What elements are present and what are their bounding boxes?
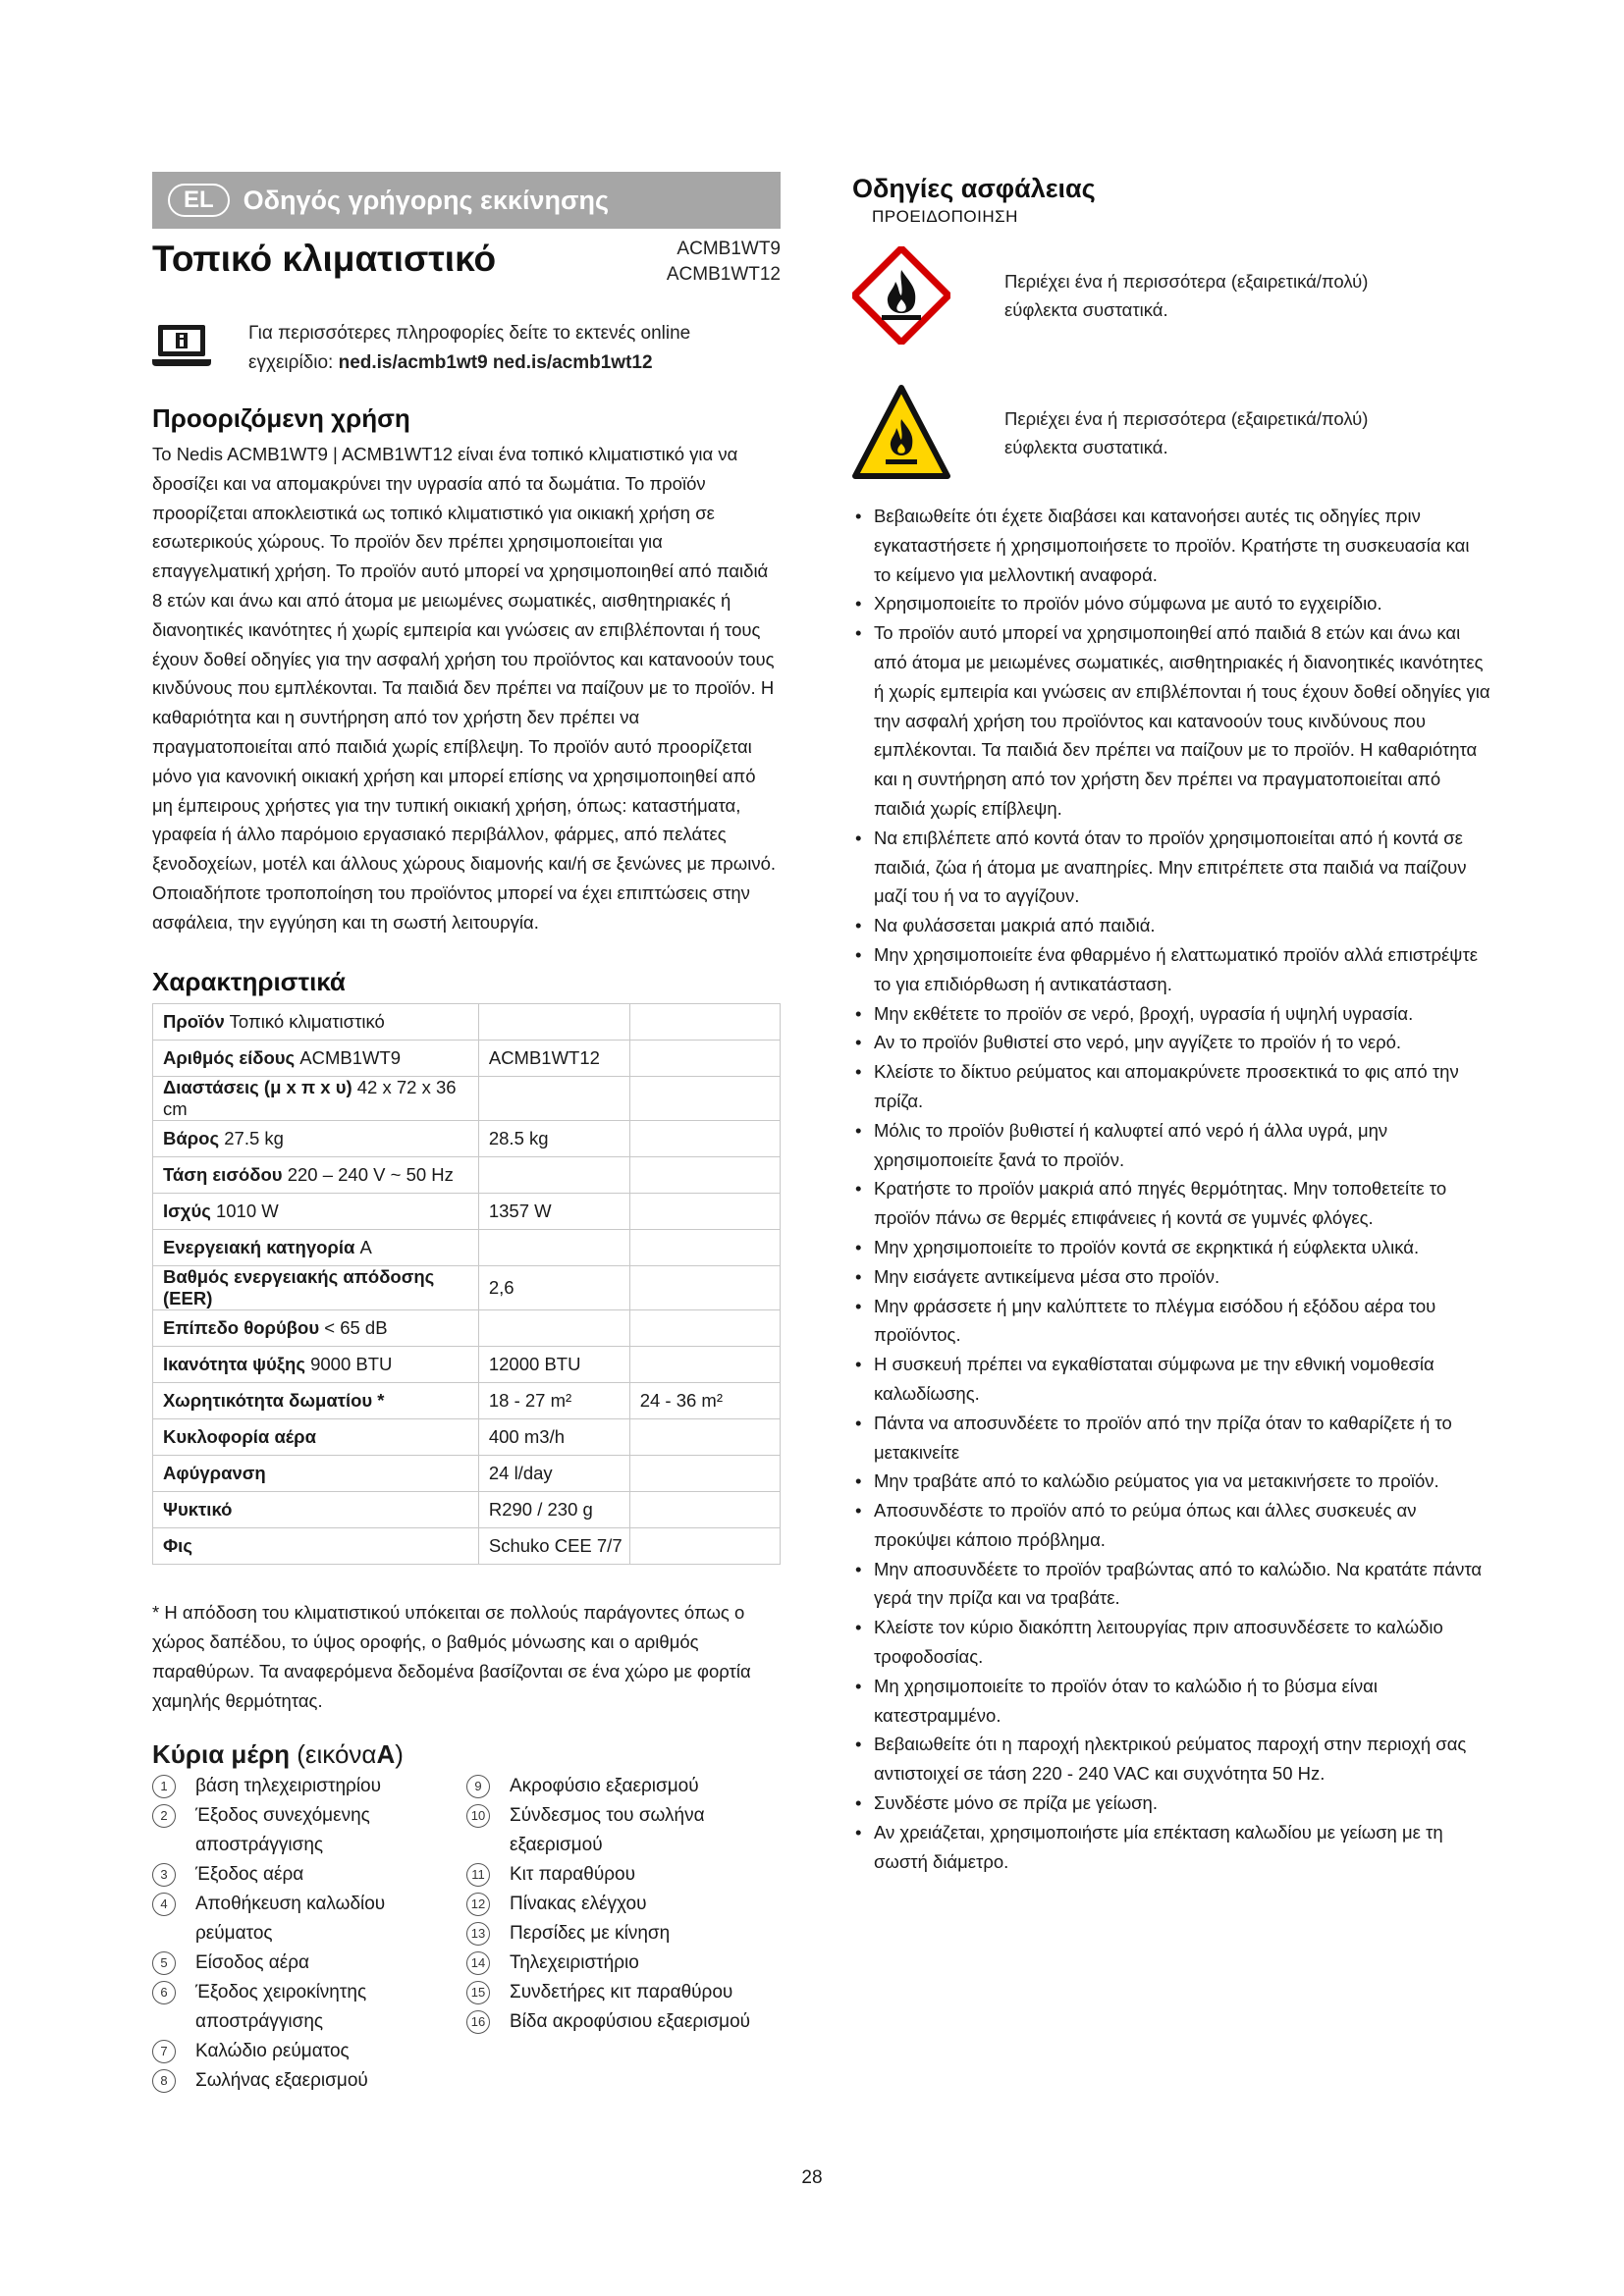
- spec-value-2: Schuko CEE 7/7: [478, 1527, 629, 1564]
- part-number: 1: [152, 1775, 176, 1798]
- safety-item: • Μην αποσυνδέετε το προϊόν τραβώντας από το καλώδιο. Να κρατάτε πάντα γερά την πρίζα και να τραβάτε.: [852, 1555, 1490, 1614]
- spec-label: Προϊόν: [163, 1010, 225, 1032]
- safety-item: • Χρησιμοποιείτε το προϊόν μόνο σύμφωνα με αυτό το εγχειρίδιο.: [852, 589, 1490, 618]
- spec-label: Βάρος: [163, 1127, 220, 1148]
- flammable-warning-icon: [852, 384, 950, 482]
- spec-label: Ικανότητα ψύξης: [163, 1353, 305, 1374]
- spec-value-2: [478, 1156, 629, 1193]
- main-parts-figure-letter: A: [376, 1738, 396, 1769]
- part-item: [152, 1772, 466, 1801]
- model-number-2: ACMB1WT12: [666, 264, 781, 285]
- part-item: [152, 1949, 466, 1978]
- flammable-ghs-icon: [852, 246, 950, 345]
- part-label: Βίδα ακροφύσιου εξαερισμού: [510, 2010, 751, 2032]
- part-label: Έξοδος χειροκίνητης αποστράγγισης: [195, 1981, 367, 2032]
- spec-value-3: [629, 1003, 780, 1040]
- product-title: Τοπικό κλιματιστικό: [152, 239, 497, 279]
- part-item: [152, 1801, 466, 1860]
- part-label: Έξοδος αέρα: [195, 1863, 304, 1885]
- spec-label: Ψυκτικό: [163, 1498, 233, 1520]
- spec-label-cell: [153, 1076, 479, 1120]
- spec-value-2: [478, 1076, 629, 1120]
- safety-item: • Κλείστε το δίκτυο ρεύματος και απομακρύνετε προσεκτικά το φις από την πρίζα.: [852, 1057, 1490, 1116]
- spec-value-2: [478, 1229, 629, 1265]
- flammable-warning-text-line-2: εύφλεκτα συστατικά.: [1004, 437, 1168, 457]
- spec-row: [153, 1120, 781, 1156]
- main-parts-heading-text: Κύρια μέρη: [152, 1738, 291, 1769]
- capacity-footnote: * Η απόδοση του κλιματιστικού υπόκειται σε πολλούς παράγοντες όπως ο χώρος δαπέδου, το ύψος οροφής, ο βαθμός μόνωσης και ο αριθμός παραθύρων. Τα αναφερόμενα δεδομένα βασίζονται σε ένα χώρο με φορτία χαμηλής θερμότητας.: [152, 1601, 751, 1711]
- parts-column-left: [152, 1772, 466, 2096]
- spec-value-2: 24 l/day: [478, 1455, 629, 1491]
- spec-label: Αριθμός είδους: [163, 1046, 296, 1068]
- part-label: Έξοδος συνεχόμενης αποστράγγισης: [195, 1804, 370, 1855]
- part-label: Σωλήνας εξαερισμού: [195, 2069, 368, 2091]
- spec-value-3: [629, 1418, 780, 1455]
- safety-item: • Το προϊόν αυτό μπορεί να χρησιμοποιηθεί από παιδιά 8 ετών και άνω και από άτομα με μειωμένες σωματικές, αισθητηριακές ή διανοητικές ικανότητες ή χωρίς εμπειρία και γνώσεις αν επιβλέπονται ή τους έχουν δοθεί οδηγίες για την ασφαλή χρήση του προϊόντος και κατανοούν τους κινδύνους που εμπλέκονται. Τα παιδιά δεν πρέπει να παίζουν με το προϊόν. Η καθαριότητα και η συντήρηση από τον χρήστη δεν πρέπει να πραγματοποιείται από παιδιά χωρίς επίβλεψη.: [852, 618, 1490, 824]
- part-item: [152, 1890, 466, 1949]
- flammable-ghs-text: [1004, 267, 1368, 324]
- left-column: [152, 172, 781, 2096]
- part-label: Καλώδιο ρεύματος: [195, 2040, 350, 2061]
- spec-label-cell: [153, 1229, 479, 1265]
- safety-item: • Μη χρησιμοποιείτε το προϊόν όταν το καλώδιο ή το βύσμα είναι κατεστραμμένο.: [852, 1672, 1490, 1731]
- spec-label: Φις: [163, 1534, 192, 1556]
- page-number: 28: [801, 2167, 823, 2188]
- spec-label-cell: [153, 1382, 479, 1418]
- safety-item: • Κλείστε τον κύριο διακόπτη λειτουργίας πριν αποσυνδέσετε το καλώδιο τροφοδοσίας.: [852, 1613, 1490, 1672]
- language-badge: EL: [168, 184, 230, 217]
- spec-label: Κυκλοφορία αέρα: [163, 1425, 316, 1447]
- spec-label-cell: [153, 1455, 479, 1491]
- spec-value-2: ACMB1WT12: [478, 1040, 629, 1076]
- online-manual-line-2: [248, 348, 690, 378]
- safety-item: • Να φυλάσσεται μακριά από παιδιά.: [852, 911, 1490, 940]
- spec-value-1: 42 x 72 x 36 cm: [163, 1076, 457, 1119]
- spec-row: [153, 1527, 781, 1564]
- spec-value-1: 1010 W: [215, 1200, 279, 1221]
- spec-value-1: 9000 BTU: [310, 1353, 393, 1374]
- safety-item: • Να επιβλέπετε από κοντά όταν το προϊόν χρησιμοποιείται από ή κοντά σε παιδιά, ζώα ή άτομα με αναπηρίες. Μην επιτρέπετε στα παιδιά να παίζουν μαζί του ή να το αγγίζουν.: [852, 824, 1490, 911]
- part-number: 7: [152, 2040, 176, 2063]
- safety-item: • Αποσυνδέστε το προϊόν από το ρεύμα όπως και άλλες συσκευές αν προκύψει κάποιο πρόβλημα.: [852, 1496, 1490, 1555]
- part-item: [466, 1978, 781, 2007]
- part-item: [152, 1978, 466, 2037]
- part-number: 9: [466, 1775, 490, 1798]
- spec-label-cell: [153, 1491, 479, 1527]
- part-number: 16: [466, 2010, 490, 2034]
- spec-value-3: [629, 1120, 780, 1156]
- part-label: Κιτ παραθύρου: [510, 1863, 636, 1885]
- part-item: [466, 1860, 781, 1890]
- part-label: Σύνδεσμος του σωλήνα εξαερισμού: [510, 1804, 705, 1855]
- spec-label: Βαθμός ενεργειακής απόδοσης (EER): [163, 1265, 435, 1308]
- part-number: 15: [466, 1981, 490, 2004]
- flammable-warning-text: [1004, 404, 1368, 461]
- safety-item: • Πάντα να αποσυνδέετε το προϊόν από την πρίζα όταν το καθαρίζετε ή το μετακινείτε: [852, 1409, 1490, 1468]
- part-number: 11: [466, 1863, 490, 1887]
- spec-label: Επίπεδο θορύβου: [163, 1316, 320, 1338]
- spec-row: [153, 1076, 781, 1120]
- online-manual-prefix: εγχειρίδιο:: [248, 352, 339, 373]
- flammable-ghs-row: [852, 246, 1490, 345]
- part-number: 13: [466, 1922, 490, 1946]
- spec-value-3: 24 - 36 m²: [629, 1382, 780, 1418]
- spec-value-3: [629, 1346, 780, 1382]
- safety-item: • Συνδέστε μόνο σε πρίζα με γείωση.: [852, 1789, 1490, 1818]
- spec-value-3: [629, 1265, 780, 1309]
- online-manual-line-1: Για περισσότερες πληροφορίες δείτε το εκτενές online: [248, 323, 691, 344]
- spec-value-2: R290 / 230 g: [478, 1491, 629, 1527]
- safety-item: • Αν το προϊόν βυθιστεί στο νερό, μην αγγίζετε το προϊόν ή το νερό.: [852, 1028, 1490, 1057]
- spec-value-3: [629, 1455, 780, 1491]
- part-item: [466, 1772, 781, 1801]
- spec-value-3: [629, 1156, 780, 1193]
- spec-label-cell: [153, 1309, 479, 1346]
- part-number: 6: [152, 1981, 176, 2004]
- safety-item: • Βεβαιωθείτε ότι έχετε διαβάσει και κατανοήσει αυτές τις οδηγίες πριν εγκαταστήσετε ή χρησιμοποιήσετε το προϊόν. Κρατήστε τη συσκευασία και το κείμενο για μελλοντική αναφορά.: [852, 502, 1490, 589]
- spec-value-2: 1357 W: [478, 1193, 629, 1229]
- spec-label-cell: [153, 1527, 479, 1564]
- online-manual-links[interactable]: ned.is/acmb1wt9 ned.is/acmb1wt12: [338, 352, 653, 373]
- flammable-ghs-text-line-1: Περιέχει ένα ή περισσότερα (εξαιρετικά/πολύ): [1004, 271, 1369, 292]
- part-number: 8: [152, 2069, 176, 2093]
- part-label: Είσοδος αέρα: [195, 1951, 310, 1973]
- language-header-bar: [152, 172, 781, 229]
- safety-heading: Οδηγίες ασφάλειας: [852, 174, 1096, 203]
- spec-value-1: 220 – 240 V ~ 50 Hz: [287, 1163, 454, 1185]
- part-item: [466, 2007, 781, 2037]
- part-number: 10: [466, 1804, 490, 1828]
- part-item: [466, 1919, 781, 1949]
- safety-item: • Βεβαιωθείτε ότι η παροχή ηλεκτρικού ρεύματος παροχή στην περιοχή σας αντιστοιχεί σε τάση 220 - 240 VAC και συχνότητα 50 Hz.: [852, 1730, 1490, 1789]
- spec-row: [153, 1418, 781, 1455]
- spec-value-3: [629, 1491, 780, 1527]
- safety-item: • Η συσκευή πρέπει να εγκαθίσταται σύμφωνα με την εθνική νομοθεσία καλωδίωσης.: [852, 1350, 1490, 1409]
- spec-row: [153, 1382, 781, 1418]
- spec-row: [153, 1156, 781, 1193]
- part-label: Ακροφύσιο εξαερισμού: [510, 1775, 699, 1796]
- part-label: Πίνακας ελέγχου: [510, 1893, 647, 1914]
- spec-value-2: [478, 1003, 629, 1040]
- spec-value-3: [629, 1193, 780, 1229]
- specifications-table: [152, 1003, 781, 1565]
- spec-label-cell: [153, 1346, 479, 1382]
- safety-instructions-list: [852, 502, 1490, 1876]
- spec-value-2: 12000 BTU: [478, 1346, 629, 1382]
- main-parts-figure-ref: (εικόνα: [297, 1738, 377, 1769]
- model-numbers: [667, 237, 781, 288]
- part-item: [466, 1890, 781, 1919]
- spec-label-cell: [153, 1156, 479, 1193]
- spec-row: [153, 1229, 781, 1265]
- safety-item: • Μην χρησιμοποιείτε ένα φθαρμένο ή ελαττωματικό προϊόν αλλά επιστρέψτε το για επιδιόρθωση ή αντικατάσταση.: [852, 940, 1490, 999]
- spec-row: [153, 1455, 781, 1491]
- spec-row: [153, 1265, 781, 1309]
- warning-signal-word: ΠΡΟΕΙΔΟΠΟΙΗΣΗ: [872, 207, 1018, 226]
- spec-row: [153, 1003, 781, 1040]
- safety-item: • Κρατήστε το προϊόν μακριά από πηγές θερμότητας. Μην τοποθετείτε το προϊόν πάνω σε θερμές επιφάνειες ή κοντά σε γυμνές φλόγες.: [852, 1174, 1490, 1233]
- product-title-row: [152, 229, 781, 309]
- intended-use-text: Το Nedis ACMB1WT9 | ACMB1WT12 είναι ένα τοπικό κλιματιστικό για να δροσίζει και να απομακρύνει την υγρασία από τα δωμάτια. Το προϊόν προορίζεται αποκλειστικά ως τοπικό κλιματιστικό για οικιακή χρήση σε εσωτερικούς χώρους. Το προϊόν δεν πρέπει χρησιμοποιείται για επαγγελματική χρήση. Το προϊόν αυτό μπορεί να χρησιμοποιηθεί από παιδιά 8 ετών και άνω και από άτομα με μειωμένες σωματικές, αισθητηριακές ή διανοητικές ικανότητες ή χωρίς εμπειρία και γνώσεις αν επιβλέπονται ή τους έχουν δοθεί οδηγίες για την ασφαλή χρήση του προϊόντος και κατανοούν τους κινδύνους που εμπλέκονται. Τα παιδιά δεν πρέπει να παίζουν με το προϊόν. Η καθαριότητα και η συντήρηση από τον χρήστη δεν πρέπει να πραγματοποιείται από παιδιά χωρίς επίβλεψη. Το προϊόν αυτό προορίζεται μόνο για κανονική οικιακή χρήση και μπορεί επίσης να χρησιμοποιηθεί από μη έμπειρους χρήστες για την τυπική οικιακή χρήση, όπως: καταστήματα, γραφεία ή άλλο παρόμοιο εργασιακό περιβάλλον, φάρμες, από πελάτες ξενοδοχείων, μοτέλ και άλλους χώρους διαμονής και/ή σε ξενώνες με πρωινό. Οποιαδήποτε τροποποίηση του προϊόντος μπορεί να έχει επιπτώσεις στην ασφάλεια, την εγγύηση και τη σωστή λειτουργία.: [152, 444, 777, 933]
- spec-row: [153, 1491, 781, 1527]
- part-number: 12: [466, 1893, 490, 1916]
- part-label: Συνδετήρες κιτ παραθύρου: [510, 1981, 733, 2002]
- spec-value-1: 27.5 kg: [224, 1127, 284, 1148]
- spec-value-3: [629, 1229, 780, 1265]
- part-item: [152, 2066, 466, 2096]
- spec-row: [153, 1040, 781, 1076]
- parts-column-right: [466, 1772, 781, 2096]
- spec-row: [153, 1193, 781, 1229]
- safety-item: • Μην τραβάτε από το καλώδιο ρεύματος για να μετακινήσετε το προϊόν.: [852, 1467, 1490, 1496]
- safety-item: • Μην εκθέτετε το προϊόν σε νερό, βροχή, υγρασία ή υψηλή υγρασία.: [852, 999, 1490, 1029]
- right-column: [852, 172, 1490, 1876]
- part-item: [466, 1801, 781, 1860]
- specifications-heading: Χαρακτηριστικά: [152, 966, 346, 996]
- safety-item: • Μόλις το προϊόν βυθιστεί ή καλυφτεί από νερό ή άλλα υγρά, μην χρησιμοποιείτε ξανά το προϊόν.: [852, 1116, 1490, 1175]
- part-number: 2: [152, 1804, 176, 1828]
- model-number-1: ACMB1WT9: [677, 239, 781, 259]
- spec-value-1: A: [359, 1236, 372, 1257]
- part-number: 14: [466, 1951, 490, 1975]
- part-label: Τηλεχειριστήριο: [510, 1951, 639, 1973]
- part-item: [152, 2037, 466, 2066]
- spec-value-3: [629, 1309, 780, 1346]
- part-label: βάση τηλεχειριστηρίου: [195, 1775, 382, 1796]
- spec-value-1: Τοπικό κλιματιστικό: [229, 1010, 385, 1032]
- spec-label: Τάση εισόδου: [163, 1163, 283, 1185]
- laptop-info-icon: [152, 323, 211, 368]
- flammable-ghs-text-line-2: εύφλεκτα συστατικά.: [1004, 299, 1168, 320]
- main-parts-heading: [152, 1739, 781, 1770]
- spec-label-cell: [153, 1418, 479, 1455]
- part-number: 5: [152, 1951, 176, 1975]
- safety-item: • Αν χρειάζεται, χρησιμοποιήστε μία επέκταση καλωδίου με γείωση με τη σωστή διάμετρο.: [852, 1818, 1490, 1877]
- main-parts-list: [152, 1772, 781, 2096]
- part-item: [152, 1860, 466, 1890]
- spec-label-cell: [153, 1040, 479, 1076]
- spec-value-3: [629, 1527, 780, 1564]
- part-number: 3: [152, 1863, 176, 1887]
- safety-item: • Μην φράσσετε ή μην καλύπτετε το πλέγμα εισόδου ή εξόδου αέρα του προϊόντος.: [852, 1292, 1490, 1351]
- flammable-warning-text-line-1: Περιέχει ένα ή περισσότερα (εξαιρετικά/πολύ): [1004, 408, 1369, 429]
- spec-label-cell: [153, 1120, 479, 1156]
- spec-value-2: 400 m3/h: [478, 1418, 629, 1455]
- spec-value-1: ACMB1WT9: [299, 1046, 402, 1068]
- quick-start-title: Οδηγός γρήγορης εκκίνησης: [243, 185, 609, 215]
- safety-item: • Μην εισάγετε αντικείμενα μέσα στο προϊόν.: [852, 1262, 1490, 1292]
- spec-row: [153, 1309, 781, 1346]
- online-manual-note: [152, 319, 781, 378]
- spec-label: Διαστάσεις (μ x π x υ): [163, 1076, 352, 1097]
- spec-value-1: < 65 dB: [324, 1316, 388, 1338]
- online-manual-text: [248, 319, 690, 378]
- safety-item: • Μην χρησιμοποιείτε το προϊόν κοντά σε εκρηκτικά ή εύφλεκτα υλικά.: [852, 1233, 1490, 1262]
- spec-value-2: 18 - 27 m²: [478, 1382, 629, 1418]
- intended-use-heading: Προοριζόμενη χρήση: [152, 403, 410, 433]
- spec-label-cell: [153, 1003, 479, 1040]
- spec-row: [153, 1346, 781, 1382]
- spec-label: Αφύγρανση: [163, 1462, 266, 1483]
- spec-value-2: [478, 1309, 629, 1346]
- spec-label-cell: [153, 1265, 479, 1309]
- spec-value-2: 2,6: [478, 1265, 629, 1309]
- flammable-warning-row: [852, 384, 1490, 482]
- spec-label: Ενεργειακή κατηγορία: [163, 1236, 355, 1257]
- part-item: [466, 1949, 781, 1978]
- spec-label: Χωρητικότητα δωματίου *: [163, 1389, 385, 1411]
- part-label: Περσίδες με κίνηση: [510, 1922, 671, 1944]
- part-number: 4: [152, 1893, 176, 1916]
- main-parts-figure-close: ): [395, 1738, 404, 1769]
- spec-label-cell: [153, 1193, 479, 1229]
- spec-value-2: 28.5 kg: [478, 1120, 629, 1156]
- part-label: Αποθήκευση καλωδίου ρεύματος: [195, 1893, 386, 1944]
- spec-value-3: [629, 1040, 780, 1076]
- spec-value-3: [629, 1076, 780, 1120]
- spec-label: Ισχύς: [163, 1200, 211, 1221]
